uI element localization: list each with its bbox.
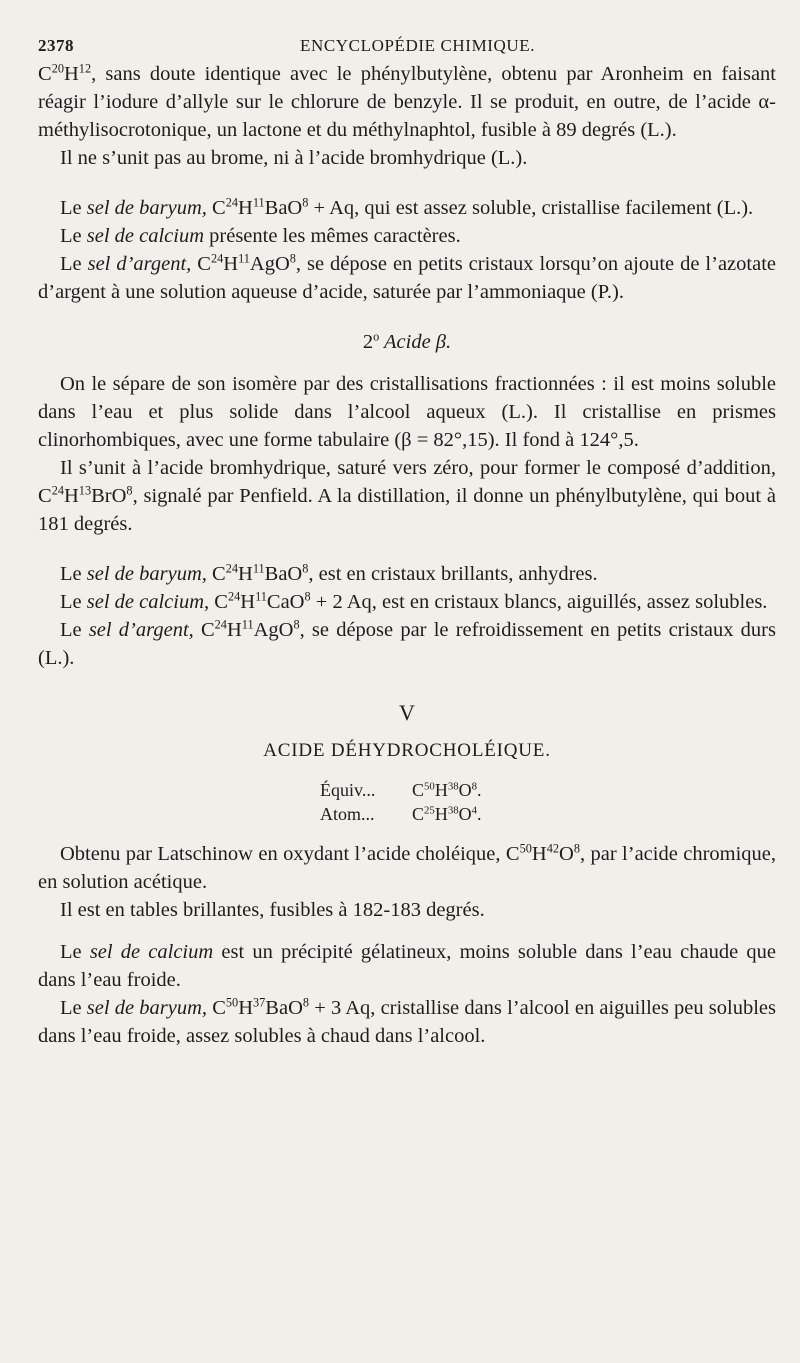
paragraph-latschinow: Obtenu par Latschinow en oxydant l’acide choléique, $C^{50}H^{42}O^8$, par l’acide chromique, en solution acétique.	[38, 841, 777, 893]
paragraph-2: Il ne s’unit pas au brome, ni à l’acide bromhydrique (L.).	[60, 147, 528, 169]
chapter-title: ACIDE DÉHYDROCHOLÉIQUE.	[263, 740, 551, 761]
paragraph-barium-salt: Le sel de baryum, $C^{24}H^{11}BaO^8 + Aq$, qui est assez soluble, cristallise facilement (L.).	[60, 195, 754, 219]
paragraph-silver-salt: Le sel d’argent, $C^{24}H^{11}AgO^8$, se dépose en petits cristaux lorsqu’on ajoute de l’azotate d’argent à une solution aqueuse d’acide, saturée par l’ammoniaque (P.).	[38, 251, 776, 303]
paragraph-separation: On le sépare de son isomère par des cristallisations fractionnées : il est moins soluble dans l’eau et plus solide dans l’alcool aqueux (L.). Il cristallise en prismes clinorhombiques, avec une forme tabulaire (β = 82°,15). Il fond à 124°,5.	[38, 373, 776, 451]
paragraph-calcium-salt-beta: Le sel de calcium, $C^{24}H^{11}CaO^8 + 2$ Aq, est en cristaux blancs, aiguillés, assez solubles.	[60, 589, 768, 613]
page-header	[38, 30, 776, 60]
page-number: 2378	[38, 36, 74, 55]
paragraph-1: $C^{20}H^{12}$, sans doute identique avec le phénylbutylène, obtenu par Aronheim en faisant réagir l’iodure d’allyle sur le chlorure de benzyle. Il se produit, en outre, de l’acide α-méthylisocrotonique, un lactone et du méthylnaphtol, fusible à 89 degrés (L.).	[38, 61, 776, 141]
paragraph-bromhydric: Il s’unit à l’acide bromhydrique, saturé vers zéro, pour former le composé d’addition, $C^{24}H^{13}BrO^8$, signalé par Penfield. A la distillation, il donne un phénylbutylène, qui bout à 181 degrés.	[38, 457, 776, 535]
formula-equiv: Équiv... $C^{50}H^{38}O^8$.	[320, 780, 482, 800]
paragraph-calcium-salt: Le sel de calcium présente les mêmes caractères.	[60, 225, 461, 247]
paragraph-barium-salt-dehydro: Le sel de baryum, $C^{50}H^{37}BaO^8 + 3$ Aq, cristallise dans l’alcool en aiguilles peu solubles dans l’eau froide, assez solubles à chaud dans l’alcool.	[38, 995, 776, 1047]
running-title: ENCYCLOPÉDIE CHIMIQUE.	[300, 36, 536, 55]
section-heading-acide-beta: 2$^o$ Acide β.	[362, 329, 452, 353]
paragraph-barium-salt-beta: Le sel de baryum, $C^{24}H^{11}BaO^8$, est en cristaux brillants, anhydres.	[60, 561, 598, 585]
paragraph-silver-salt-beta: Le sel d’argent, $C^{24}H^{11}AgO^8$, se dépose par le refroidissement en petits cristaux durs (L.).	[38, 617, 776, 669]
document-page	[38, 30, 776, 1050]
chapter-number: V	[399, 700, 415, 725]
formula-atom: Atom... $C^{25}H^{38}O^4$.	[320, 804, 482, 824]
formula-block	[320, 778, 776, 826]
paragraph-tables: Il est en tables brillantes, fusibles à 182-183 degrés.	[60, 899, 485, 921]
paragraph-calcium-salt-dehydro: Le sel de calcium est un précipité gélatineux, moins soluble dans l’eau chaude que dans l’eau froide.	[38, 941, 776, 991]
